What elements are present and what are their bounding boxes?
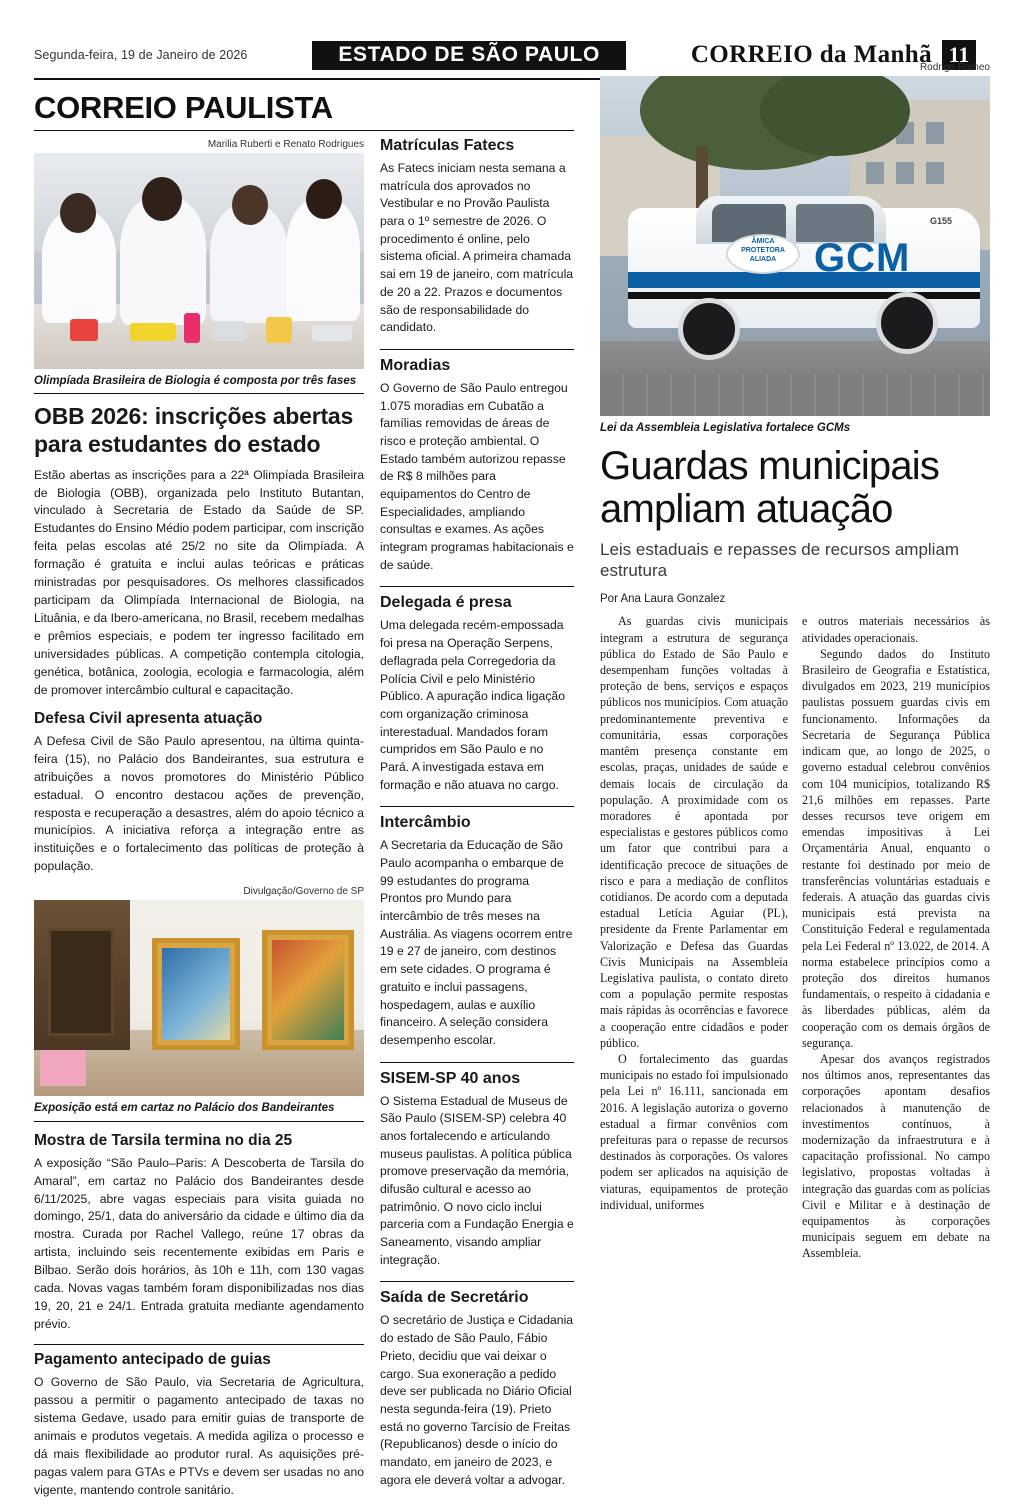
brief-divider	[380, 349, 574, 350]
brief-text: As Fatecs iniciam nesta semana a matrícula dos aprovados no Vestibular e no Provão Paulista para o 1º semestre de 2026. O procedimento é online, pelo sistema oficial. A primeira chamada sai em 19 de janeiro, com matrícula de 20 a 22. Prazos e documentos são de responsabilidade do candidato.	[380, 161, 574, 335]
caption-divider	[34, 393, 364, 394]
brief-divider	[380, 806, 574, 807]
left-divider-3	[34, 1344, 364, 1345]
car-badge-line-3: ALIADA	[749, 255, 777, 263]
lab-photo-caption: Olimpíada Brasileira de Biologia é composta por três fases	[34, 375, 357, 387]
lab-photo-credit: Marilia Ruberti e Renato Rodrigues	[207, 139, 364, 150]
caption-divider-2	[34, 1121, 364, 1122]
brief-title: Saída de Secretário	[380, 1289, 529, 1307]
feature-body	[600, 613, 990, 1261]
brief-text: O Governo de São Paulo entregou 1.075 moradias em Cubatão a famílias removidas de áreas de risco e proteção ambiental. O Estado também autorizou repasse de R$ 8 milhões para equipamentos do Centro de Especialidades, ampliando consultas e exames. As ações integram programas habitacionais e de saúde.	[380, 380, 574, 572]
guias-subhead: Pagamento antecipado de guias	[34, 1351, 271, 1368]
brief-text: A Secretaria da Educação de São Paulo acompanha o embarque de 99 estudantes do programa Prontos pro Mundo para intercâmbio de três meses na Austrália. As viagens ocorrem entre 19 e 27 de janeiro, com destinos em sete cidades. O programa é gratuito e inclui passagens, hospedagem, aulas e auxílio financeiro. A seleção considera desempenho escolar.	[380, 838, 573, 1047]
page-number: 11	[942, 40, 976, 70]
gcm-photo-credit: Rodrigo Romeo	[919, 62, 990, 73]
masthead-section-banner: ESTADO DE SÃO PAULO	[312, 41, 625, 70]
left-columns	[34, 137, 574, 1510]
right-zone	[600, 62, 990, 1510]
feature-byline: Por Ana Laura Gonzalez	[600, 593, 726, 606]
brief-text: O Sistema Estadual de Museus de São Paulo (SISEM-SP) celebra 40 anos fortalecendo e articulando museus paulistas. A política pública promove preservação da memória, difusão cultural e acesso ao patrimônio. O novo ciclo inclui parceria com a Fundação Energia e Saneamento, visando ampliar integração.	[380, 1093, 574, 1267]
feature-paragraph: Segundo dados do Instituto Brasileiro de Geografia e Estatística, divulgados em 2023, 219 municípios paulistas possuem guardas civis em funcionamento. Informações da Secretaria de Segurança Pública indicam que, ao longo de 2025, o governo estadual celebrou convênios com 104 municípios, totalizando R$ 21,6 milhões em repasses. Parte desses recursos teve origem em emendas impositivas à Lei Orçamentária Anual, enquanto o restante foi destinado por meio de transferências voluntárias estaduais e federais. A atuação das guardas civis municipais está prevista na Constituição Federal e regulamentada pela Lei Federal nº 13.022, de 2014. A norma estabelece princípios como a proteção dos direitos humanos fundamentais, o respeito à cidadania e às liberdades públicas, além da cooperação com os demais órgãos de segurança.	[802, 646, 990, 1050]
brief-item	[380, 1070, 574, 1283]
guias-text: O Governo de São Paulo, via Secretaria de Agricultura, passou a permitir o pagamento antecipado de taxas no sistema Gedave, usado para emitir guias de transporte de animais e produtos vegetais. A medida agiliza o processo e dá mais flexibilidade ao produtor rural. As aquisições pré-pagas valem para GTAs e PTVs e devem ser usadas no ano vigente, mantendo controle sanitário.	[34, 1375, 364, 1497]
feature-paragraph: e outros materiais necessários às atividades operacionais.	[802, 614, 990, 645]
section-title-divider	[34, 130, 574, 131]
feature-deck: Leis estaduais e repasses de recursos ampliam estrutura	[600, 539, 960, 581]
newspaper-logo: CORREIO da Manhã	[690, 41, 932, 68]
car-badge-line-2: PROTETORA	[741, 246, 785, 254]
brief-item	[380, 137, 574, 350]
main-article-text: Estão abertas as inscrições para a 22ª Olimpíada Brasileira de Biologia (OBB), organizada pelo Instituto Butantan, vinculado à Secretaria de Estado da Saúde de SP. Estudantes do Ensino Médio podem participar, com inscrição feita pelas escolas até 25/2 no site da Olimpíada. A formação é gratuita e inclui aulas teóricas e práticas ministradas por pesquisadores. Os melhores classificados participam da Olimpíada Internacional de Biologia, na Lituânia, e da Ibero-americana, no Brasil, recebem medalhas e prêmios especiais, e podem ter ingresso facilitado em universidades públicas. A competição contempla citologia, genética, botânica, zoologia, ecologia e farmacologia, além de promover intercâmbio cultural e capacitação.	[34, 467, 364, 697]
brief-item	[380, 814, 574, 1062]
brief-title: Delegada é presa	[380, 594, 512, 612]
brief-divider	[380, 1062, 574, 1063]
brief-divider	[380, 586, 574, 587]
feature-column-1	[600, 613, 788, 1261]
defesa-subhead: Defesa Civil apresenta atuação	[34, 709, 263, 727]
section-title: CORREIO PAULISTA	[34, 90, 333, 125]
brief-item	[380, 357, 574, 588]
car-plate: G155	[930, 216, 953, 226]
left-zone	[34, 90, 590, 1510]
page-content	[34, 62, 990, 1510]
gcm-photo	[600, 76, 990, 416]
feature-column-2	[802, 613, 990, 1261]
masthead-date: Segunda-feira, 19 de Janeiro de 2026	[34, 48, 248, 62]
brief-title: Moradias	[380, 356, 451, 374]
left-column-a	[34, 137, 364, 1510]
brief-title: Intercâmbio	[380, 814, 471, 832]
lab-photo	[34, 153, 364, 369]
art-photo-caption: Exposição está em cartaz no Palácio dos Bandeirantes	[34, 1102, 335, 1115]
feature-paragraph: O fortalecimento das guardas municipais no estado foi impulsionado pela Lei nº 16.111, sancionada em 2016. A legislação autoriza o governo estadual a firmar convênios com prefeituras para o repasse de recursos destinados às corporações. Os valores podem ser aplicados na aquisição de viaturas, equipamentos de proteção individual, uniformes	[600, 1051, 788, 1212]
tarsila-subhead: Mostra de Tarsila termina no dia 25	[34, 1131, 293, 1149]
left-column-b	[380, 137, 574, 1510]
defesa-text: A Defesa Civil de São Paulo apresentou, na última quinta-feira (15), no Palácio dos Bandeirantes, sua estrutura e atribuições a novos promotores do Ministério Público estadual. O encontro destacou ações de prevenção, resposta e recuperação a desastres, além do apoio técnico a municípios. A iniciativa reforça a integração entre as instituições e o fortalecimento das políticas de proteção à população.	[34, 733, 364, 874]
car-label: GCM	[814, 236, 911, 280]
tarsila-text: A exposição “São Paulo–Paris: A Descoberta de Tarsila do Amaral”, em cartaz no Palácio dos Bandeirantes desde 6/11/2025, abre vagas especiais para visita guiada no domingo, 25/1, data do aniversário da cidade e último dia da mostra. Curada por Rachel Vallego, reúne 17 obras da artista, incluindo seis recentemente exibidas em Paris e Bilbao. Serão dois horários, às 10h e 11h, com 130 vagas cada. Novas vagas também foram disponibilizadas nos dias 19, 20, 21 e 24/1. Entrada gratuita mediante agendamento prévio.	[34, 1155, 364, 1332]
brief-divider	[380, 1281, 574, 1282]
art-photo-credit: Divulgação/Governo de SP	[243, 886, 364, 898]
brief-title: Matrículas Fatecs	[380, 137, 515, 154]
brief-text: O secretário de Justiça e Cidadania do estado de São Paulo, Fábio Prieto, decidiu que vai deixar o cargo. Sua exoneração a pedido deve ser publicada no Diário Oficial nesta segunda-feira (19). Prieto está no governo Tarcísio de Freitas (Republicanos) desde o início do mandato, em janeiro de 2023, e agora ele deverá voltar a advogar.	[380, 1313, 574, 1487]
gcm-photo-caption: Lei da Assembleia Legislativa fortalece GCMs	[600, 422, 851, 434]
brief-item	[380, 594, 574, 807]
art-photo	[34, 900, 364, 1096]
car-badge-line-1: ÂMICA	[751, 238, 775, 245]
feature-paragraph: Apesar dos avanços registrados nos últimos anos, representantes das corporações apontam desafios relacionados à manutenção de investimentos contínuos, à modernização da infraestrutura e à capacitação profissional. No campo legislativo, propostas voltadas à integração das guardas com as polícias Civil e Militar e à destinação de equipamentos às corporações municipais seguem em debate na Assembleia.	[802, 1051, 990, 1261]
brief-text: Uma delegada recém-empossada foi presa na Operação Serpens, deflagrada pela Corregedoria da Polícia Civil e pelo Ministério Público. A apuração indica ligação com organização criminosa interestadual. Mandados foram cumpridos em São Paulo e no Pará. A investigada estava em formação e não atuava no cargo.	[380, 618, 565, 792]
brief-title: SISEM-SP 40 anos	[380, 1069, 521, 1087]
brief-item	[380, 1289, 574, 1489]
feature-headline: Guardas municipais ampliam atuação	[600, 444, 940, 532]
feature-paragraph: As guardas civis municipais integram a estrutura de segurança pública do Estado de São Paulo e desempenham funções voltadas à proteção de bens, serviços e espaços públicos nos municípios. Com atuação predominantemente preventiva e comunitária, essas corporações mantêm presença constante em escolas, praças, unidades de saúde e demais locais de circulação da população. A proximidade com os moradores é apontada por especialistas e gestores públicos como um fator que contribui para a identificação precoce de situações de risco e para a mediação de conflitos cotidianos. De acordo com a deputada estadual Letícia Aguiar (PL), presidente da Frente Parlamentar em Valorização e Defesa das Guardas Civis Municipais na Assembleia Legislativa paulista, o contato direto com a população permite respostas mais rápidas às ocorrências e favorece a cooperação entre cidadãos e poder público.	[600, 614, 788, 1050]
main-headline: OBB 2026: inscrições abertas para estudantes do estado	[34, 403, 354, 457]
